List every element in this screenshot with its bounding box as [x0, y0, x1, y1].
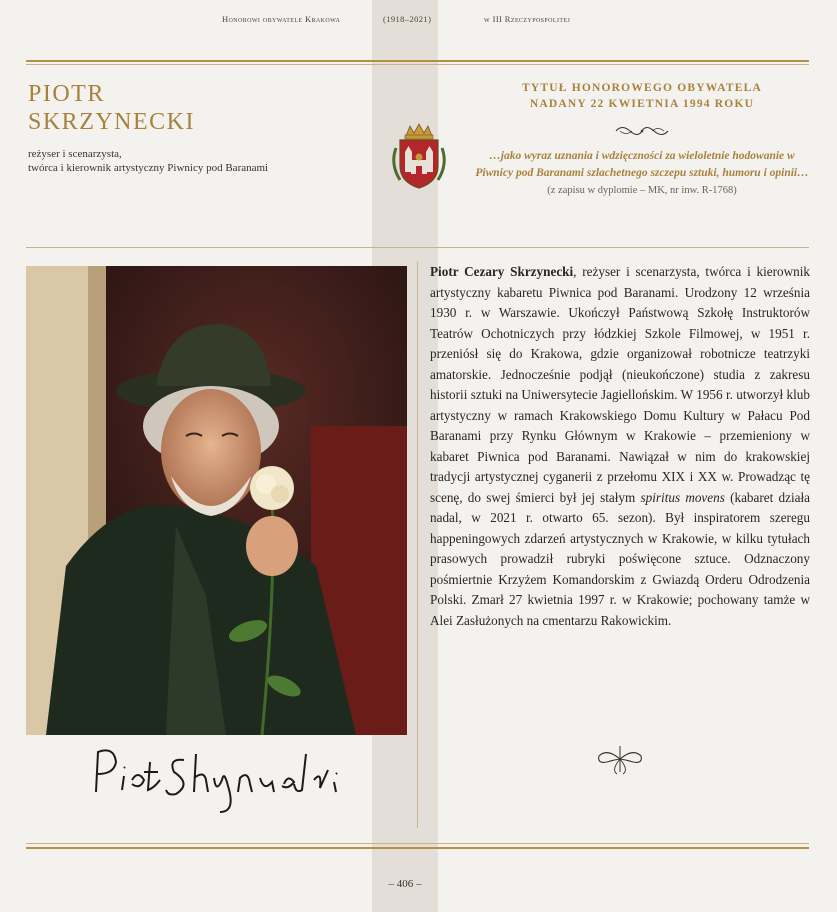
honor-title-line2: NADANY 22 KWIETNIA 1994 ROKU [529, 98, 755, 110]
honor-title-box [462, 80, 822, 198]
person-role-line1: reżyser i scenarzysta, [28, 148, 122, 160]
honor-quote: …jako wyraz uznania i wdzięczności za wieloletnie hodowanie w Piwnicy pod Baranami szlachetnego szczepu sztuki, humoru i opinii… [475, 150, 809, 179]
page-number: – 406 – [388, 878, 422, 890]
person-role [28, 147, 358, 175]
portrait-photo [26, 266, 407, 735]
portrait-photo-image [26, 266, 407, 735]
person-name [28, 80, 195, 136]
top-thin-rule [26, 64, 809, 65]
person-name-line2: SKRZYNECKI [28, 109, 196, 135]
biography-italic: spiritus movens [640, 489, 725, 505]
biography-part1: , reżyser i scenarzysta, twórca i kierownik artystyczny kabaretu Piwnica pod Baranami. Urodzony 12 września 1930 r. w Warszawie. Ukończył Państwową Szkołę Instruktorów Teatrów Ochotniczych przy łódzkiej Szkole Filmowej, w 1951 r. przeniósł się do Krakowa, gdzie organizował robotnicze teatrzyki amatorskie. Jednocześnie podjął (nieukończone) studia z zakresu historii sztuki na Uniwersytecie Jagiellońskim. W 1956 r. utworzył klub artystyczny w ramach Krakowskiego Domu Kultury w Pałacu Pod Baranami przy Rynku Głównym w Krakowie – przemieniony w kabaret Piwnica pod Baranami. Nawiązał w nim do krakowskiej tradycji artystycznej cyganerii z przełomu XIX i XX w. Prowadząc tę scenę, do swej śmierci był jej stałym [430, 264, 810, 505]
column-divider [417, 262, 418, 828]
person-role-line2: twórca i kierownik artystyczny Piwnicy pod Baranami [28, 162, 269, 174]
fleuron-ornament-icon [593, 742, 647, 776]
biography-text [430, 262, 810, 631]
running-head-middle: (1918–2021) [383, 14, 432, 24]
honor-quote-source: (z zapisu w dyplomie – MK, nr inw. R-1768) [547, 185, 737, 196]
person-name-line1: PIOTR [28, 81, 105, 107]
krakow-coat-of-arms-icon [388, 122, 450, 192]
running-head [0, 14, 837, 30]
flourish-ornament-icon [612, 122, 672, 140]
top-gold-rule [26, 60, 809, 62]
running-head-right: w III Rzeczypospolitej [484, 14, 571, 24]
bottom-gold-rule [26, 847, 809, 849]
biography-lead: Piotr Cezary Skrzynecki [430, 264, 574, 279]
section-rule [26, 247, 809, 248]
honor-title-line1: TYTUŁ HONOROWEGO OBYWATELA [522, 82, 762, 94]
running-head-left: Honorowi obywatele Krakowa [222, 14, 341, 24]
biography-part2: (kabaret działa nadal, w 2021 r. otwarto 65. sezon). Był inspiratorem szeregu happeningowych zdarzeń artystycznych w Krakowie, w kilku tytułach prasowych prowadził rubryki poświęcone sztuce. Odznaczony pośmiertnie Krzyżem Komandorskim z Gwiazdą Orderu Odrodzenia Polski. Zmarł 27 kwietnia 1997 r. w Krakowie; pochowany tamże w Alei Zasłużonych na cmentarzu Rakowickim. [430, 489, 810, 628]
bottom-thin-rule [26, 843, 809, 844]
signature-image [88, 740, 348, 815]
